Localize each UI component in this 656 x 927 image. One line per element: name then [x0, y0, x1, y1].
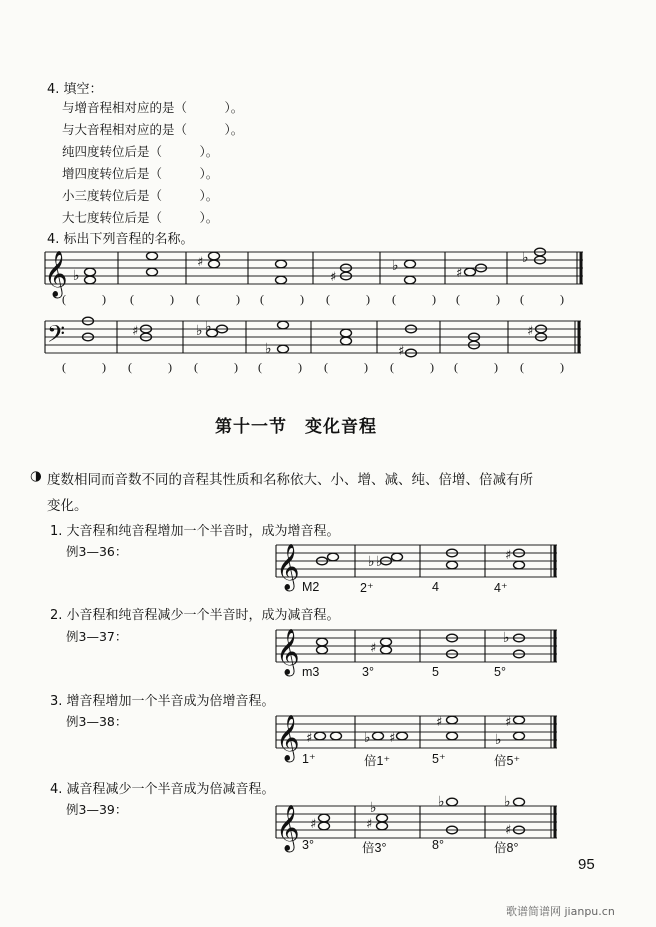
answer-blank[interactable]: ( ): [128, 360, 172, 374]
question-heading-intervals: 4. 标出下列音程的名称。: [47, 232, 194, 247]
svg-text:♭: ♭: [364, 730, 371, 746]
section-title: 第十一节 变化音程: [215, 417, 377, 437]
answer-blank[interactable]: ( ): [62, 292, 106, 306]
svg-text:♯: ♯: [505, 823, 512, 838]
interval-label: 4⁺: [494, 581, 508, 595]
fill-item: 小三度转位后是（ ）。: [62, 188, 219, 203]
svg-text:♭: ♭: [205, 319, 212, 335]
fill-item: 与增音程相对应的是（ ）。: [62, 100, 244, 115]
interval-label: 2⁺: [360, 581, 374, 595]
example-label: 例3—36：: [66, 544, 128, 559]
interval-label: 5: [432, 665, 439, 679]
example-label: 例3—39：: [66, 802, 128, 817]
svg-text:♭: ♭: [376, 554, 383, 570]
svg-text:♯: ♯: [505, 715, 512, 730]
answer-blank[interactable]: ( ): [62, 360, 106, 374]
answer-blank[interactable]: ( ): [196, 292, 240, 306]
answer-blank[interactable]: ( ): [520, 292, 564, 306]
interval-label: M2: [302, 580, 320, 594]
svg-text:♯: ♯: [132, 324, 139, 339]
svg-text:♭: ♭: [196, 323, 203, 339]
svg-text:♭: ♭: [73, 268, 80, 284]
answer-blank[interactable]: ( ): [194, 360, 238, 374]
watermark: 歌谱简谱网 jianpu.cn: [506, 905, 615, 918]
page-number: 95: [578, 856, 595, 873]
answer-blank[interactable]: ( ): [520, 360, 564, 374]
example-label: 例3—38：: [66, 714, 128, 729]
svg-text:♭: ♭: [265, 341, 272, 357]
svg-text:𝄞: 𝄞: [44, 251, 68, 297]
svg-text:♭: ♭: [522, 250, 529, 266]
svg-text:𝄞: 𝄞: [276, 805, 300, 851]
svg-text:♭: ♭: [370, 800, 377, 816]
interval-label: 4: [432, 580, 439, 594]
svg-text:♯: ♯: [370, 641, 377, 656]
answer-blank[interactable]: ( ): [324, 360, 368, 374]
interval-label: m3: [302, 665, 320, 679]
svg-text:♭: ♭: [504, 794, 511, 810]
rule-text: 2. 小音程和纯音程减少一个半音时，成为减音程。: [50, 608, 340, 623]
svg-text:♯: ♯: [456, 266, 463, 281]
interval-label: 倍8°: [494, 841, 519, 855]
answer-blank[interactable]: ( ): [258, 360, 302, 374]
svg-text:♯: ♯: [436, 715, 443, 730]
question-heading: 4. 填空：: [47, 82, 103, 97]
svg-text:𝄞: 𝄞: [276, 715, 300, 761]
interval-label: 8°: [432, 838, 444, 852]
svg-text:♯: ♯: [330, 270, 337, 285]
example-label: 例3—37：: [66, 629, 128, 644]
rule-text: 4. 减音程减少一个半音成为倍减音程。: [50, 782, 275, 797]
interval-label: 5⁺: [432, 752, 446, 766]
fill-item: 纯四度转位后是（ ）。: [62, 144, 219, 159]
answer-blank[interactable]: ( ): [456, 292, 500, 306]
svg-text:♯: ♯: [505, 548, 512, 563]
interval-label: 1⁺: [302, 752, 316, 766]
answer-blank[interactable]: ( ): [130, 292, 174, 306]
svg-text:♯: ♯: [389, 731, 396, 746]
svg-text:♯: ♯: [366, 817, 373, 832]
interval-label: 5°: [494, 665, 506, 679]
interval-label: 3°: [362, 665, 374, 679]
answer-blank[interactable]: ( ): [390, 360, 434, 374]
svg-text:♯: ♯: [306, 731, 313, 746]
svg-text:♭: ♭: [438, 794, 445, 810]
svg-text:♯: ♯: [398, 344, 405, 359]
answer-blank[interactable]: ( ): [260, 292, 304, 306]
bullet-icon: ◑: [30, 468, 42, 484]
fill-item: 与大音程相对应的是（ ）。: [62, 122, 244, 137]
rule-text: 3. 增音程增加一个半音成为倍增音程。: [50, 694, 275, 709]
fill-item: 大七度转位后是（ ）。: [62, 210, 219, 225]
svg-text:♯: ♯: [527, 324, 534, 339]
answer-blank[interactable]: ( ): [392, 292, 436, 306]
svg-text:♯: ♯: [197, 255, 204, 270]
interval-label: 3°: [302, 838, 314, 852]
svg-text:♭: ♭: [503, 630, 510, 646]
rule-text: 1. 大音程和纯音程增加一个半音时，成为增音程。: [50, 524, 340, 539]
intro-line: 度数相同而音数不同的音程其性质和名称依大、小、增、减、纯、倍增、倍减有所: [47, 472, 533, 488]
svg-text:♯: ♯: [310, 817, 317, 832]
svg-text:♭: ♭: [495, 732, 502, 748]
answer-blank[interactable]: ( ): [326, 292, 370, 306]
intro-line: 变化。: [47, 498, 88, 514]
svg-text:𝄢: 𝄢: [47, 320, 66, 353]
fill-item: 增四度转位后是（ ）。: [62, 166, 219, 181]
svg-text:𝄞: 𝄞: [276, 629, 300, 675]
interval-label: 倍5⁺: [494, 754, 521, 768]
interval-label: 倍1⁺: [364, 754, 391, 768]
answer-blank[interactable]: ( ): [454, 360, 498, 374]
svg-text:♭: ♭: [368, 554, 375, 570]
interval-label: 倍3°: [362, 841, 387, 855]
svg-text:♭: ♭: [392, 258, 399, 274]
svg-text:𝄞: 𝄞: [276, 544, 300, 590]
